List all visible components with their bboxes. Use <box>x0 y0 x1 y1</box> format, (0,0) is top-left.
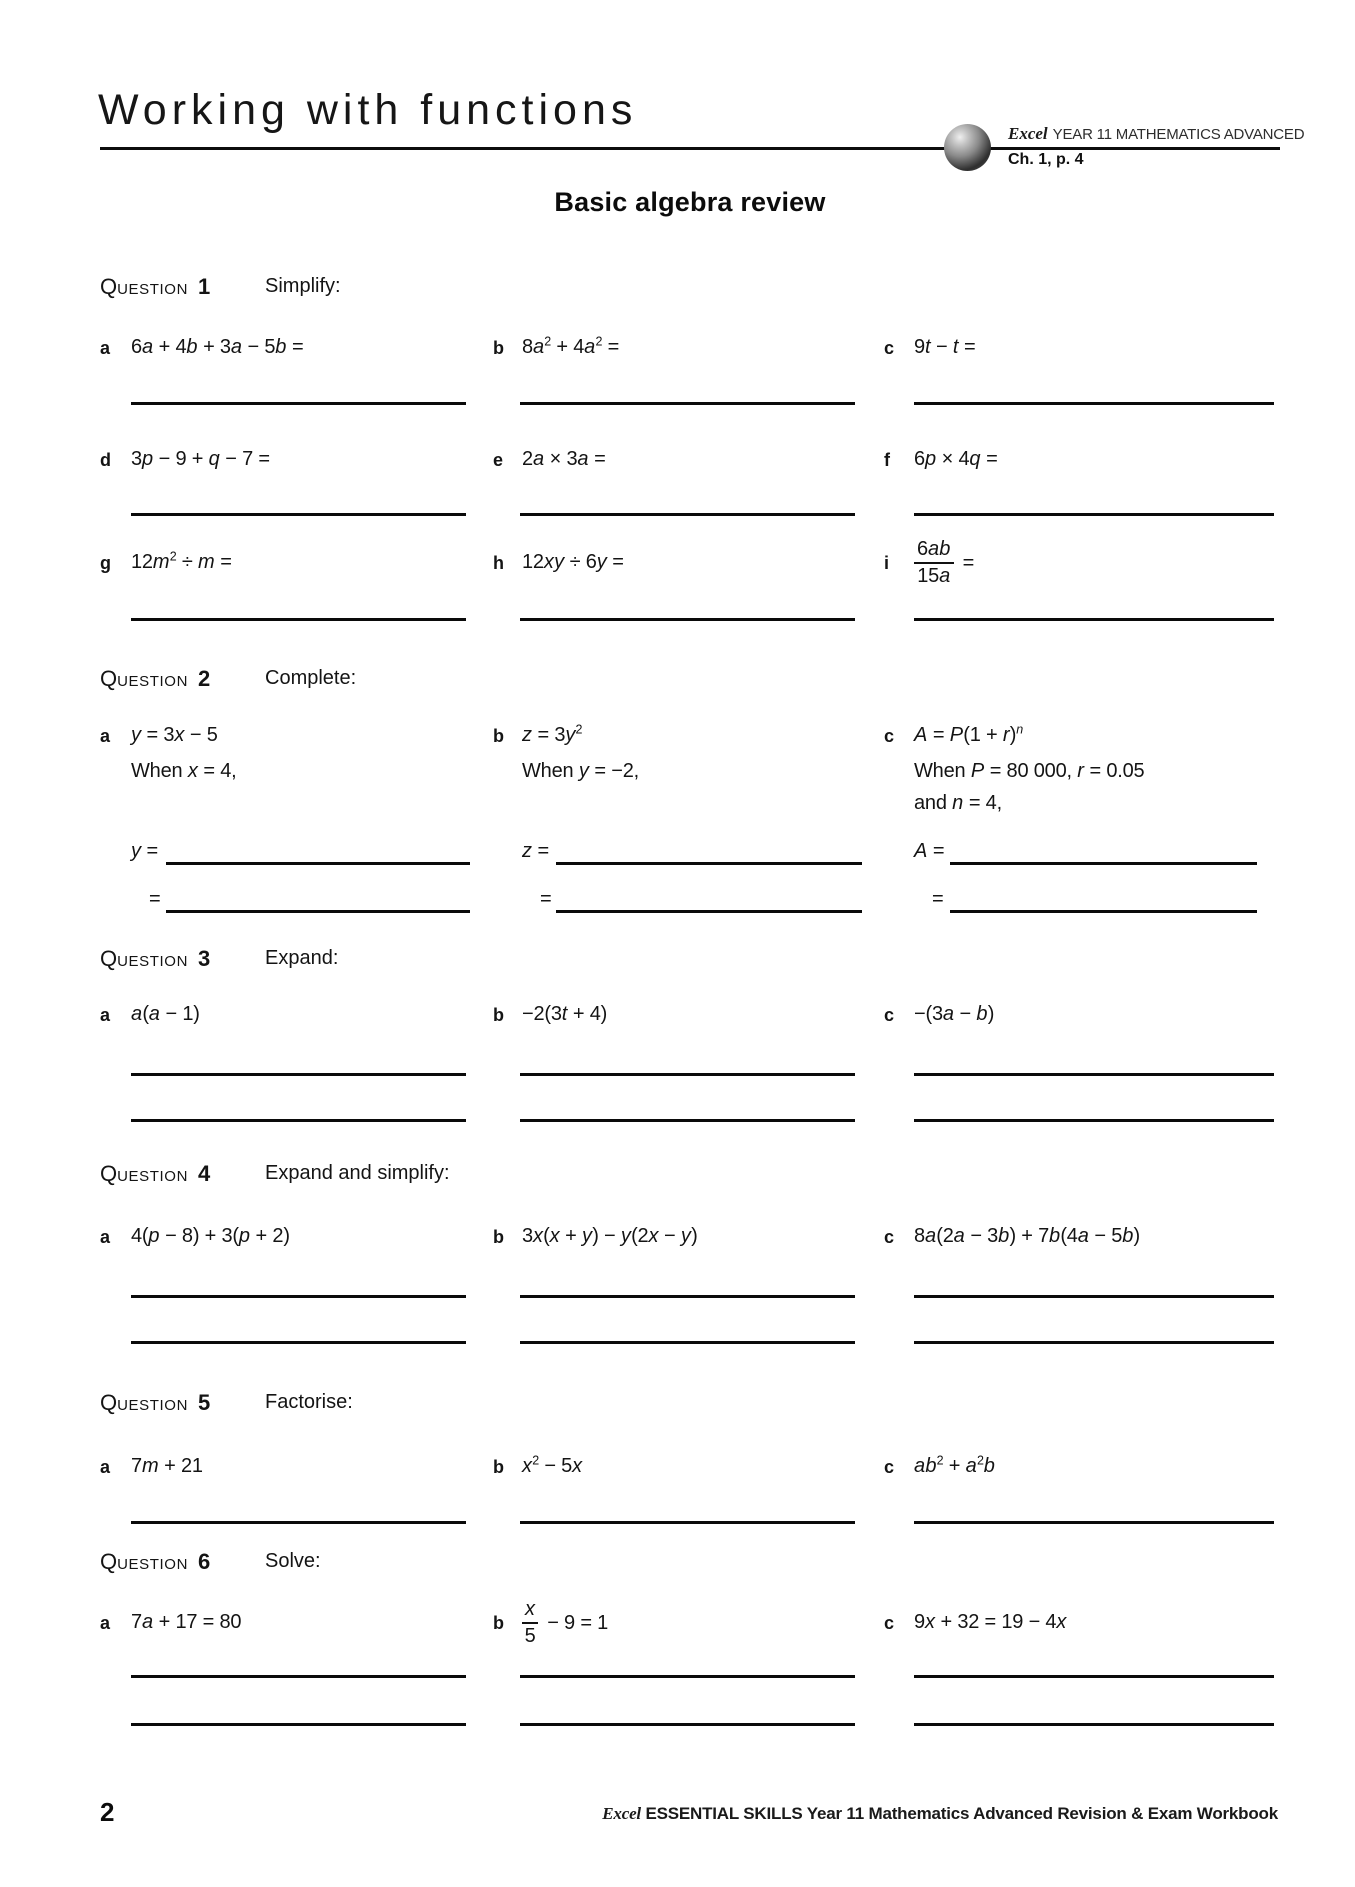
part-expression: 4(p − 8) + 3(p + 2) <box>131 1225 290 1247</box>
answer-line <box>520 1521 855 1524</box>
question-word-smallcaps: UESTION <box>117 1168 188 1185</box>
question-instruction: Simplify: <box>265 275 341 297</box>
fraction: $\frac{x}{5}$ <box>522 1598 538 1648</box>
question-word: Q <box>100 274 118 299</box>
part-expression: 9x + 32 = 19 − 4x <box>914 1611 1067 1633</box>
part-label: b <box>493 1613 504 1633</box>
answer-line <box>914 1295 1274 1298</box>
part-expression: A = <box>914 840 945 862</box>
question-number: 4 <box>198 1161 211 1186</box>
question-number: 1 <box>198 274 211 299</box>
question-header <box>100 1161 210 1187</box>
part-expression: = <box>149 888 161 910</box>
question-instruction: Factorise: <box>265 1391 353 1413</box>
part-label: c <box>884 338 895 358</box>
part-label: b <box>493 338 504 358</box>
answer-line <box>131 513 466 516</box>
answer-line <box>166 862 470 865</box>
part-expression: 7a + 17 = 80 <box>131 1611 242 1633</box>
part-expression: and n = 4, <box>914 792 1002 814</box>
answer-line <box>131 1521 466 1524</box>
answer-line <box>520 1073 855 1076</box>
fraction: $\frac{6ab}{15a}$ <box>914 538 954 588</box>
question-instruction: Expand: <box>265 947 339 969</box>
question-word: Q <box>100 1549 118 1574</box>
question-word-smallcaps: UESTION <box>117 1556 188 1573</box>
part-label: i <box>884 553 890 573</box>
part-expression: 2a × 3a = <box>522 448 606 470</box>
chapter-ref: Ch. 1, p. 4 <box>1008 151 1084 168</box>
page-title: Working with functions <box>98 86 638 134</box>
part-expression: $\frac{6ab}{15a}$ = <box>914 534 974 592</box>
answer-line <box>914 1341 1274 1344</box>
answer-line <box>556 910 862 913</box>
part-label: f <box>884 450 890 470</box>
header-rule <box>100 147 1280 150</box>
part-expression: $ab^2 + a^2b$ <box>914 1453 996 1477</box>
answer-line <box>914 1521 1274 1524</box>
answer-line <box>131 1341 466 1344</box>
question-instruction: Complete: <box>265 667 357 689</box>
question-word: Q <box>100 1161 118 1186</box>
question-header <box>100 274 210 300</box>
part-label: a <box>100 338 111 358</box>
part-label: c <box>884 1457 895 1477</box>
answer-line <box>520 1119 855 1122</box>
part-label: d <box>100 450 111 470</box>
answer-line <box>950 910 1257 913</box>
part-expression: = <box>932 888 944 910</box>
answer-line <box>131 1073 466 1076</box>
part-expression: z = <box>522 840 550 862</box>
answer-line <box>131 1675 466 1678</box>
answer-line <box>520 618 855 621</box>
question-number: 6 <box>198 1549 211 1574</box>
question-number: 5 <box>198 1390 211 1415</box>
part-label: e <box>493 450 504 470</box>
part-expression: 3x(x + y) − y(2x − y) <box>522 1225 698 1247</box>
part-expression: $\frac{x}{5}$ − 9 = 1 <box>522 1594 608 1652</box>
answer-line <box>914 513 1274 516</box>
question-word-smallcaps: UESTION <box>117 673 188 690</box>
part-label: b <box>493 726 504 746</box>
answer-line <box>166 910 470 913</box>
brand-sphere-icon <box>944 124 991 171</box>
part-expression: 3p − 9 + q − 7 = <box>131 448 270 470</box>
question-instruction: Expand and simplify: <box>265 1162 450 1184</box>
part-label: a <box>100 1227 111 1247</box>
question-header <box>100 946 210 972</box>
part-expression: a(a − 1) <box>131 1003 200 1025</box>
brand-series: YEAR 11 MATHEMATICS ADVANCED <box>1052 126 1305 143</box>
answer-line <box>914 402 1274 405</box>
answer-line <box>914 1073 1274 1076</box>
question-header <box>100 666 210 692</box>
part-expression: = <box>540 888 552 910</box>
answer-line <box>950 862 1257 865</box>
part-expression: 6a + 4b + 3a − 5b = <box>131 336 304 358</box>
answer-line <box>131 402 466 405</box>
part-expression: −2(3t + 4) <box>522 1003 608 1025</box>
part-expression: 7m + 21 <box>131 1455 203 1477</box>
question-instruction: Solve: <box>265 1550 321 1572</box>
brand-name: Excel <box>1008 124 1048 143</box>
part-expression: $z = 3y^2$ <box>522 722 583 746</box>
answer-line <box>520 1675 855 1678</box>
part-expression: −(3a − b) <box>914 1003 995 1025</box>
question-word: Q <box>100 1390 118 1415</box>
answer-line <box>914 1119 1274 1122</box>
question-header <box>100 1390 210 1416</box>
question-word: Q <box>100 666 118 691</box>
answer-line <box>131 1295 466 1298</box>
part-label: b <box>493 1005 504 1025</box>
answer-line <box>520 513 855 516</box>
part-label: b <box>493 1227 504 1247</box>
part-expression: 9t − t = <box>914 336 976 358</box>
answer-line <box>556 862 862 865</box>
part-label: c <box>884 1005 895 1025</box>
answer-line <box>131 1723 466 1726</box>
question-word-smallcaps: UESTION <box>117 1397 188 1414</box>
question-header <box>100 1549 210 1575</box>
part-expression: 8a(2a − 3b) + 7b(4a − 5b) <box>914 1225 1140 1247</box>
answer-line <box>520 402 855 405</box>
part-expression: 6p × 4q = <box>914 448 998 470</box>
part-label: a <box>100 1457 111 1477</box>
part-expression: When x = 4, <box>131 760 237 782</box>
part-label: c <box>884 726 895 746</box>
answer-line <box>520 1341 855 1344</box>
part-expression: When P = 80 000, r = 0.05 <box>914 760 1145 782</box>
part-expression: $12m^2 \div m$ = <box>131 549 232 573</box>
answer-line <box>914 1723 1274 1726</box>
part-label: h <box>493 553 504 573</box>
answer-line <box>914 618 1274 621</box>
part-label: a <box>100 1613 111 1633</box>
part-label: a <box>100 726 111 746</box>
question-word: Q <box>100 946 118 971</box>
page-number: 2 <box>100 1797 115 1827</box>
brand-text <box>1008 124 1304 144</box>
part-label: a <box>100 1005 111 1025</box>
question-word-smallcaps: UESTION <box>117 953 188 970</box>
answer-line <box>520 1295 855 1298</box>
section-heading: Basic algebra review <box>554 187 826 217</box>
part-expression: $A = P(1 + r)^n$ <box>914 722 1024 746</box>
answer-line <box>914 1675 1274 1678</box>
part-expression: When y = −2, <box>522 760 639 782</box>
part-expression: $8a^2 + 4a^2$ = <box>522 334 620 358</box>
question-word-smallcaps: UESTION <box>117 281 188 298</box>
part-expression: $x^2 - 5x$ <box>522 1453 583 1477</box>
footer-text <box>602 1804 1278 1824</box>
part-label: b <box>493 1457 504 1477</box>
part-label: c <box>884 1227 895 1247</box>
answer-line <box>131 618 466 621</box>
answer-line <box>520 1723 855 1726</box>
footer-series-text: ESSENTIAL SKILLS Year 11 Mathematics Advanced Revision & Exam Workbook <box>640 1804 1278 1823</box>
answer-line <box>131 1119 466 1122</box>
part-label: c <box>884 1613 895 1633</box>
part-expression: 12xy ÷ 6y = <box>522 551 624 573</box>
part-expression: y = 3x − 5 <box>131 724 218 746</box>
part-label: g <box>100 553 111 573</box>
question-number: 2 <box>198 666 211 691</box>
part-expression: y = <box>131 840 159 862</box>
footer-brand-name: Excel <box>602 1804 641 1823</box>
question-number: 3 <box>198 946 211 971</box>
